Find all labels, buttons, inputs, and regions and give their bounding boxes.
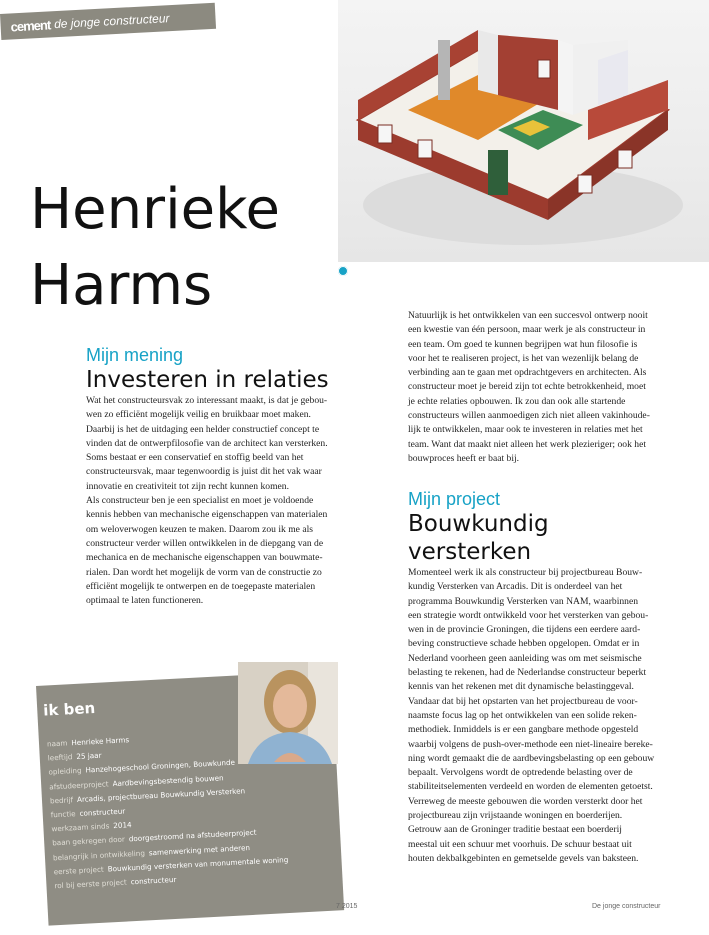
project-section [408,489,663,866]
text-line: wen zo efficiënt mogelijk veilig en bruikbaar moet maken. [86,409,311,421]
profile-value: 2014 [113,820,132,831]
profile-label: afstudeerproject [49,778,109,792]
last-name: Harms [30,253,213,318]
text-line: methodiek. Inmiddels is er een gangbare methode opgesteld [408,724,639,736]
profile-value: 25 jaar [76,750,102,762]
text-line: Daarbij is het de uitdaging een helder constructief concept te [86,423,320,435]
text-line: lijk te ontwikkelen, maar ook te investeren in relaties met het [408,424,643,436]
text-line: belasting te rekenen, had de Nederlandse constructeur beperkt [408,667,647,679]
profile-label: opleiding [48,766,82,777]
first-name: Henrieke [30,177,280,242]
profile-value: constructeur [79,806,126,818]
text-line: rialen. Dan wordt het mogelijk de vorm van de constructie zo [86,566,322,578]
person-name [30,172,280,324]
profile-value: Hanzehogeschool Groningen, Bouwkunde [85,758,236,775]
text-line: waarbij volgens de push-over-methode een niet-lineaire bereke- [408,738,653,750]
text-line: Vandaar dat bij het opstarten van het projectbureau de voor- [408,695,638,707]
dot-marker-icon [338,266,348,276]
text-line: voor het te realiseren project, is het van wezenlijk belang de [408,352,639,364]
profile-label: eerste project [53,864,104,877]
project-body [408,566,663,866]
text-line: vinden dat de ontwerpfilosofie van de architect kan versterken. [86,437,328,449]
profile-value: Henrieke Harms [71,735,130,748]
text-line: kundig Versterken van Arcadis. Dit is onderdeel van het [408,581,623,593]
text-line: stabiliteitselementen verdeeld en worden de elementen getoetst. [408,781,653,793]
text-line: bepaalt. Vervolgens wordt de optredende belasting over de [408,767,633,779]
text-line: kennis van het rekenen met dit dynamische belastinggeval. [408,681,634,693]
text-line: je echte relaties opbouwen. Ik zou dan ook alle startende [408,395,626,407]
text-line: Nederland voorheen geen aanleiding was om met seismische [408,652,642,664]
portrait-photo [238,662,338,764]
text-line: constructeur verder willen ontwikkelen in de diepgang van de [86,537,324,549]
profile-label: naam [46,738,68,749]
text-line: Natuurlijk is het ontwikkelen van een succesvol ontwerp nooit [408,310,648,321]
magazine-logo: cement [10,16,51,34]
project-headline-1: Bouwkundig [408,511,549,537]
text-line: Soms bestaat er een conservatief en stoffig beeld van het [86,452,304,464]
text-line: een strategie wordt ontwikkeld voor het versterken van gebou- [408,609,649,621]
footer-section: De jonge constructeur [592,903,661,910]
profile-value: Aardbevingsbestendig bouwen [112,772,224,788]
profile-label: rol bij eerste project [54,877,127,891]
text-line: team. Want dat maakt niet alleen het werk plezieriger; ook het [408,438,646,450]
text-line: houten dekbalkgebinten en gemetselde gevels van baksteen. [408,852,639,864]
project-headline-2: versterken [408,539,532,565]
text-line: kennis hebben van mechanische eigenschappen van materialen [86,509,328,521]
profile-label: belangrijk in ontwikkeling [52,848,146,862]
magazine-tag [0,3,216,40]
text-line: Momenteel werk ik als constructeur bij projectbureau Bouw- [408,567,643,578]
text-line: Als constructeur ben je een specialist en moet je voldoende [86,495,314,507]
text-line: constructeur moet je bereid zijn tot echte betrokkenheid, moet [408,381,646,393]
house-model-image [338,0,709,262]
profile-value: Bouwkundig versterken van monumentale woning [107,854,289,874]
text-line: bouwproces heeft er baat bij. [408,452,520,464]
profile-value: constructeur [130,874,177,887]
text-line: een kwestie van één persoon, maar werk je als constructeur in [408,324,646,336]
text-line: constructeurs willen aanmoedigen zich niet alleen vakinhoude- [408,410,650,422]
text-line: constructeursvak, maar tegenwoordig is juist dit het vak waar [86,466,322,478]
text-line: Getrouw aan de Groninger traditie bestaat een boerderij [408,824,622,836]
text-line: naamste focus lag op het ontwikkelen van een solide reken- [408,709,637,721]
mening-headline: Investeren in relaties [86,367,329,393]
profile-label: functie [50,809,76,820]
text-line: meestal uit een schuur met voorhuis. De schuur bestaat uit [408,838,632,850]
text-line: om weloverwogen keuzen te maken. Daarom zou ik me als [86,523,313,535]
mening-continued [408,309,663,466]
text-line: Verreweg de meeste gebouwen die worden versterkt door het [408,795,643,807]
text-line: wen in de provincie Groningen, die tijdens een eerdere aard- [408,624,641,636]
mening-kicker: Mijn mening [86,345,184,365]
text-line: programma Bouwkundig Versterken van NAM, waarbinnen [408,595,639,607]
profile-value: Arcadis, projectbureau Bouwkundig Versterken [76,786,246,804]
text-line: ning wordt gemaakt die de aardbevingsbelasting op een gebouw [408,752,655,764]
profile-title: ik ben [42,698,96,720]
project-kicker: Mijn project [408,489,501,509]
profile-label: werkzaam sinds [51,821,110,834]
text-line: beving constructieve schade hebben opgelopen. Omdat er in [408,638,640,650]
profile-value: samenwerking met anderen [148,842,251,857]
profile-label: baan gekregen door [52,834,126,848]
profile-label: bedrijf [49,795,74,806]
mening-body [86,394,340,608]
profile-label: leeftijd [47,752,73,763]
section-label: de jonge constructeur [53,11,170,32]
footer-issue: 7 2015 [336,903,358,910]
text-line: optimaal te laten functioneren. [86,595,204,607]
text-line: verbinding aan te gaan met opdrachtgevers en architecten. Als [408,367,647,379]
profile-value: doorgestroomd na afstudeerproject [128,828,257,844]
text-line: een team. Om goed te kunnen begrijpen wat hun filosofie is [408,338,638,350]
text-line: Wat het constructeursvak zo interessant maakt, is dat je gebou- [86,395,328,406]
mening-section [86,345,340,608]
text-line: mechanica en de mechanische eigenschappen van bouwmate- [86,552,323,564]
text-line: efficiënt mogelijk te ontwerpen en de toegepaste materialen [86,580,316,592]
text-line: projectbureau zijn vrijstaande woningen en boerderijen. [408,810,623,822]
text-line: innovatie en creativiteit tot zijn recht kunnen komen. [86,480,290,492]
